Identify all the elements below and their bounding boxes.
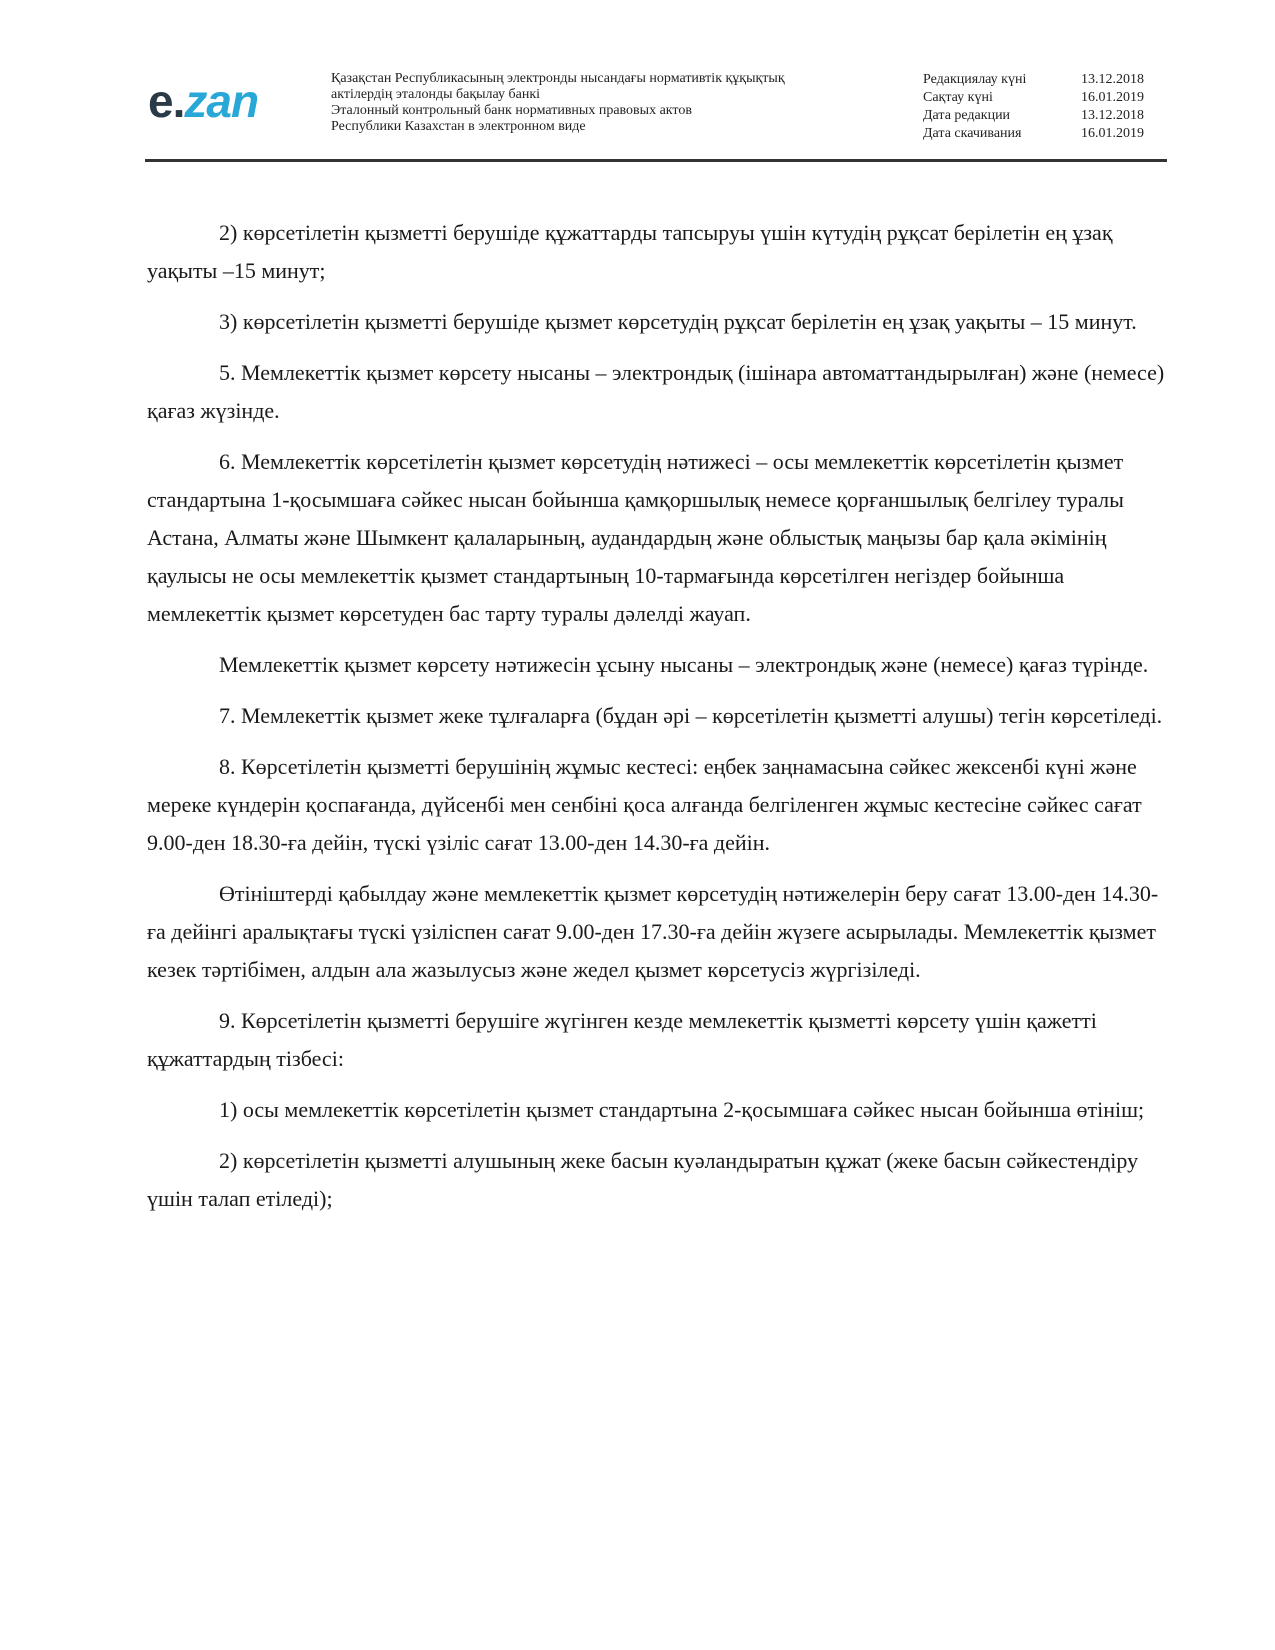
meta-row xyxy=(923,71,1161,89)
header-meta xyxy=(923,71,1161,143)
paragraph: 7. Мемлекеттік қызмет жеке тұлғаларға (бұдан әрі – көрсетілетін қызметті алушы) тегін көрсетіледі. xyxy=(219,703,1163,728)
header-desc-line: Эталонный контрольный банк нормативных правовых актов xyxy=(331,103,692,118)
logo-zan: zan xyxy=(184,75,259,127)
document-body xyxy=(147,214,1170,1231)
paragraph: 2) көрсетілетін қызметті алушының жеке басын куәландыратын құжат (жеке басын сәйкестендіру үшін талап етіледі); xyxy=(147,1148,1139,1211)
paragraph: 1) осы мемлекеттік көрсетілетін қызмет стандартына 2-қосымшаға сәйкес нысан бойынша өтініш; xyxy=(219,1097,1145,1122)
meta-value: 16.01.2019 xyxy=(1081,90,1144,105)
paragraph: 8. Көрсетілетін қызметті берушінің жұмыс кестесі: еңбек заңнамасына сәйкес жексенбі күні және мереке күндерін қоспағанда, дүйсенбі мен сенбіні қоса алғанда белгіленген жұмыс кестесіне сәйкес сағат 9.00-ден 18.30-ға дейін, түскі үзіліс сағат 13.00-ден 14.30-ға дейін. xyxy=(147,754,1142,855)
meta-label: Дата редакции xyxy=(923,108,1011,123)
header-description xyxy=(331,71,785,135)
header-desc-line: актілердің эталонды бақылау банкі xyxy=(331,87,541,102)
paragraph: 3) көрсетілетін қызметті берушіде қызмет көрсетудің рұқсат берілетін ең ұзақ уақыты – 15 минут. xyxy=(219,309,1137,334)
meta-label: Редакциялау күні xyxy=(923,72,1027,87)
paragraph: 2) көрсетілетін қызметті берушіде құжаттарды тапсыруы үшін күтудің рұқсат берілетін ең ұзақ уақыты –15 минут; xyxy=(147,220,1113,283)
header-desc-line: Республики Казахстан в электронном виде xyxy=(331,119,586,134)
header-desc-line: Қазақстан Республикасының электронды нысандағы нормативтік құқықтық xyxy=(331,71,785,86)
paragraph: Өтініштерді қабылдау және мемлекеттік қызмет көрсетудің нәтижелерін беру сағат 13.00-ден 14.30-ға дейінгі аралықтағы түскі үзіліспен сағат 9.00-ден 17.30-ға дейін жүзеге асырылады. Мемлекеттік қызмет кезек тәртібімен, алдын ала жазылусыз және жедел қызмет көрсетусіз жүргізіледі. xyxy=(147,881,1159,982)
document-header xyxy=(145,66,1167,162)
meta-label: Дата скачивания xyxy=(923,126,1022,141)
logo-e: e xyxy=(148,75,173,127)
meta-label: Сақтау күні xyxy=(923,90,993,105)
meta-value: 13.12.2018 xyxy=(1081,72,1144,87)
logo-dot: . xyxy=(172,75,185,127)
paragraph: 6. Мемлекеттік көрсетілетін қызмет көрсетудің нәтижесі – осы мемлекеттік көрсетілетін қызмет стандартына 1-қосымшаға сәйкес нысан бойынша қамқоршылық немесе қорғаншылық белгілеу туралы Астана, Алматы және Шымкент қалаларының, аудандардың және облыстық маңызы бар қала әкімінің қаулысы не осы мемлекеттік қызмет стандартының 10-тармағында көрсетілген негіздер бойынша мемлекеттік қызмет көрсетуден бас тарту туралы дәлелді жауап. xyxy=(147,449,1124,626)
meta-value: 13.12.2018 xyxy=(1081,108,1144,123)
meta-row xyxy=(923,107,1161,125)
meta-row xyxy=(923,125,1161,143)
meta-row xyxy=(923,89,1161,107)
paragraph: 9. Көрсетілетін қызметті берушіге жүгінген кезде мемлекеттік қызметті көрсету үшін қажетті құжаттардың тізбесі: xyxy=(147,1008,1097,1071)
paragraph: 5. Мемлекеттік қызмет көрсету нысаны – электрондық (ішінара автоматтандырылған) және (немесе) қағаз жүзінде. xyxy=(147,360,1165,423)
meta-value: 16.01.2019 xyxy=(1081,126,1144,141)
ezan-logo xyxy=(148,75,259,127)
paragraph: Мемлекеттік қызмет көрсету нәтижесін ұсыну нысаны – электрондық және (немесе) қағаз түрінде. xyxy=(219,652,1149,677)
